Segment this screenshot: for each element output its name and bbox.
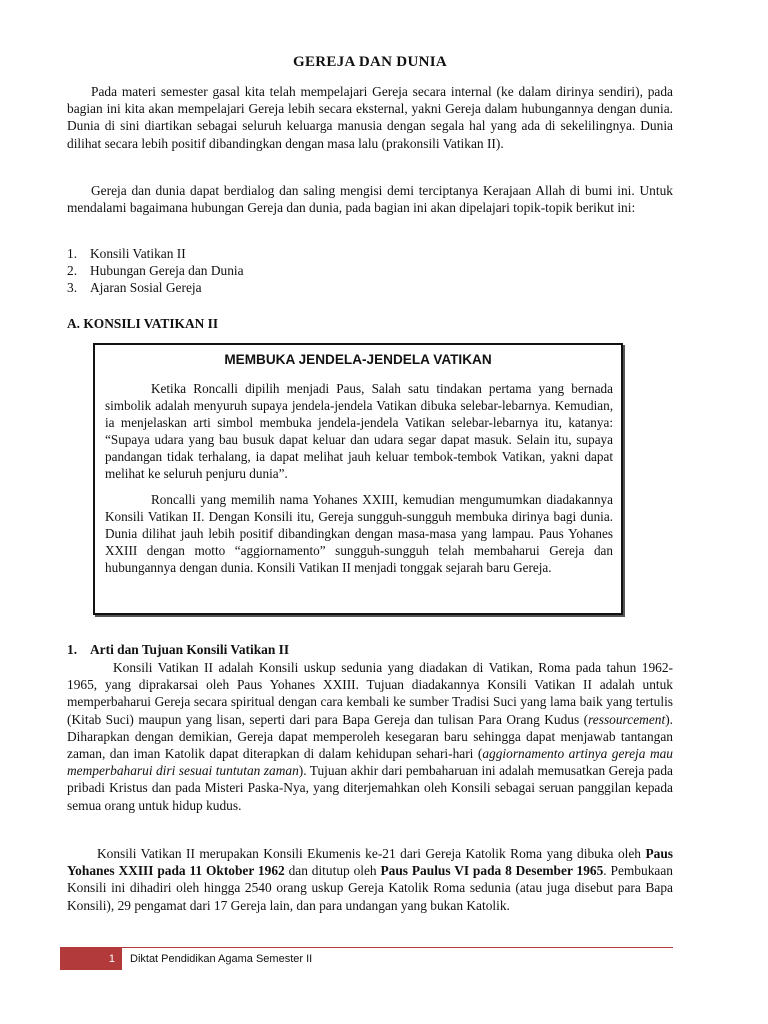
body-paragraph-1: Konsili Vatikan II adalah Konsili uskup sedunia yang diadakan di Vatikan, Roma pada tahun 1962-1965, yang diprakarsai oleh Paus Yohanes XXIII. Tujuan diadakannya Konsili Vatikan II adalah untuk memperbaharui Gereja secara spiritual dengan cara kembali ke sumber Tradisi Suci yang lama baik yang tertulis (Kitab Suci) maupun yang lisan, seperti dari para Bapa Gereja dan tulisan Para Orang Kudus (ressourcement). Diharapkan dengan demikian, Gereja dapat memperoleh kesegaran baru sehingga dapat menjawab tantangan zaman, dan iman Katolik dapat diterapkan di dalam kehidupan sehari-hari (aggiornamento artinya gereja mau memperbaharui diri sesuai tuntutan zaman). Tujuan akhir dari pembaharuan ini adalah memusatkan Gereja pada pribadi Kristus dan pada Misteri Paska-Nya, yang diterjemahkan oleh Konsili sebagai seruan panggilan kepada semua orang untuk hidup kudus. xyxy=(67,660,673,813)
intro-paragraph-1: Pada materi semester gasal kita telah mempelajari Gereja secara internal (ke dalam dirinya sendiri), pada bagian ini kita akan mempelajari Gereja lebih secara eksternal, yakni Gereja dalam hubungannya dengan dunia. Dunia di sini diartikan sebagai seluruh keluarga manusia dengan segala hal yang ada di sekelilingnya. Dunia dilihat secara lebih positif dibandingkan dengan masa lalu (prakonsili Vatikan II). xyxy=(67,84,673,151)
page-number: 1 xyxy=(60,948,122,970)
box-body xyxy=(105,380,613,576)
subsection-heading-1: 1. Arti dan Tujuan Konsili Vatikan II xyxy=(67,642,290,657)
footer-text: Diktat Pendidikan Agama Semester II xyxy=(130,953,313,965)
box-title: MEMBUKA JENDELA-JENDELA VATIKAN xyxy=(224,352,492,367)
section-heading-a: A. KONSILI VATIKAN II xyxy=(67,316,219,331)
topic-list xyxy=(67,245,244,297)
list-item: 3. Ajaran Sosial Gereja xyxy=(67,280,202,296)
box-paragraph-2: Roncalli yang memilih nama Yohanes XXIII, kemudian mengumumkan diadakannya Konsili Vatikan II. Dengan Konsili itu, Gereja sungguh-sungguh membuka dirinya bagi dunia. Dunia dilihat jauh lebih positif dibandingkan dengan masa-masa yang lampau. Paus Yohanes XXIII dengan motto “aggiornamento” sungguh-sungguh telah membaharui Gereja dan hubungannya dengan dunia. Konsili Vatikan II menjadi tonggak sejarah baru Gereja. xyxy=(105,492,613,575)
text-box xyxy=(93,343,623,615)
box-paragraph-1: Ketika Roncalli dipilih menjadi Paus, Salah satu tindakan pertama yang bernada simbolik adalah menyuruh supaya jendela-jendela Vatikan dibuka selebar-lebarnya. Kemudian, ia menjelaskan arti simbol membuka jendela-jendela Vatikan selebar-lebarnya itu, katanya: “Supaya udara yang bau busuk dapat keluar dan udara segar dapat masuk. Selain itu, supaya pandangan tidak terhalang, ia dapat melihat jauh keluar tembok-tembok Vatikan, yakni dapat melihat ke seluruh penjuru dunia”. xyxy=(105,381,613,481)
list-item: 1. Konsili Vatikan II xyxy=(67,246,186,261)
page-title: GEREJA DAN DUNIA xyxy=(293,54,447,70)
intro-paragraph-2: Gereja dan dunia dapat berdialog dan saling mengisi demi terciptanya Kerajaan Allah di bumi ini. Untuk mendalami bagaimana hubungan Gereja dan dunia, pada bagian ini akan dipelajari topik-topik berikut ini: xyxy=(67,183,673,216)
body-paragraph-2: Konsili Vatikan II merupakan Konsili Ekumenis ke-21 dari Gereja Katolik Roma yang dibuka oleh Paus Yohanes XXIII pada 11 Oktober 1962 dan ditutup oleh Paus Paulus VI pada 8 Desember 1965. Pembukaan Konsili ini dihadiri oleh hingga 2540 orang uskup Gereja Katolik Roma sedunia (atau juga disebut para Bapa Konsili), 29 pengamat dari 17 Gereja lain, dan para undangan yang bukan Katolik. xyxy=(67,846,673,913)
list-item: 2. Hubungan Gereja dan Dunia xyxy=(67,263,244,279)
